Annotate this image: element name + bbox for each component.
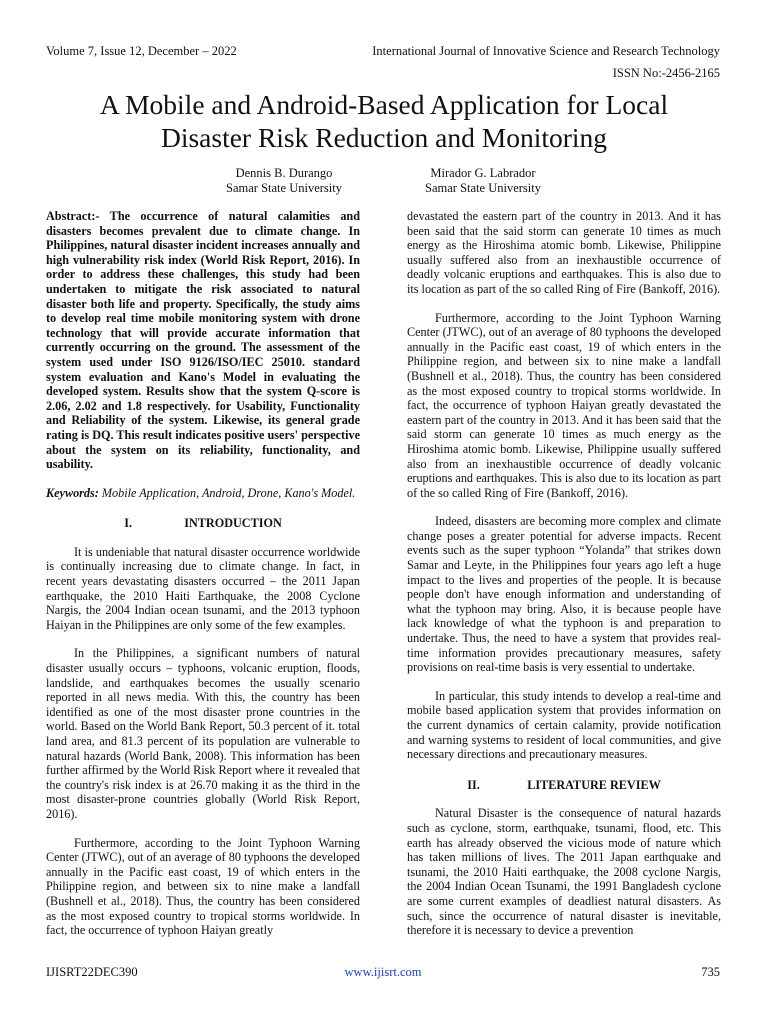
author-affiliation: Samar State University — [226, 181, 342, 195]
title-line-1: A Mobile and Android-Based Application for Local — [99, 89, 669, 120]
section-number: II. — [467, 777, 480, 792]
paragraph: Natural Disaster is the consequence of natural hazards such as cyclone, storm, earthquake, tsunami, flood, etc. This earth has already observed the vicious mode of nature which has taken millions of lives. The 2011 Japan earthquake and tsunami, the 2010 Haiti earthquake, the 2008 cyclone Nargis, the 2004 Indian Ocean Tsunami, the 1991 Bangladesh cyclone are some current examples of deadliest natural disasters. As such, since the occurrence of natural disaster is inevitable, therefore it is necessary to device a prevention — [407, 806, 721, 938]
left-column — [46, 209, 360, 952]
keywords-text: Mobile Application, Android, Drone, Kano's Model. — [101, 485, 356, 500]
paper-code: IJISRT22DEC390 — [46, 965, 138, 979]
paragraph: devastated the eastern part of the country in 2013. And it has been said that the said storm can generate 10 times as much energy as the Hiroshima atomic bomb. Likewise, Philippine usually suffered also from an inexhaustible occurrence of deadly volcanic eruptions and earthquakes. This is also due to its location as part of the so called Ring of Fire (Bankoff, 2016). — [407, 209, 721, 296]
section-heading-literature-review — [407, 778, 721, 793]
journal-url-link[interactable]: www.ijisrt.com — [344, 965, 422, 979]
author-2 — [383, 166, 583, 196]
author-name: Mirador G. Labrador — [430, 166, 536, 180]
paragraph: It is undeniable that natural disaster occurrence worldwide is continually increasing due to climate change. In fact, in recent years devastating disasters occurred – the 2011 Japan earthquake, the 2010 Haiti Earthquake, the 2008 Cyclone Nargis, the 2004 Indian ocean tsunami, and the 2013 typhoon Haiyan in the Philippines are only some of the few examples. — [46, 544, 360, 632]
section-title: LITERATURE REVIEW — [527, 777, 661, 792]
section-heading-introduction — [46, 516, 360, 531]
paragraph: Furthermore, according to the Joint Typhoon Warning Center (JTWC), out of an average of 80 typhoons the developed annually in the Pacific east coast, 19 of which enters in the Philippine region, and between six to nine make a landfall (Bushnell et al., 2018). Thus, the country has been considered as the most exposed country to tropical storms worldwide. In fact, the occurrence of typhoon Haiyan greatly devastated the eastern part of the country in 2013. And it has been said that the said storm can generate 10 times as much energy as the Hiroshima atomic bomb. Likewise, Philippine usually suffered also from an inexhaustible occurrence of deadly volcanic eruptions and earthquakes. This is also due to its location as part of the so called Ring of Fire (Bankoff, 2016). — [407, 310, 721, 500]
issn: ISSN No:-2456-2165 — [612, 66, 720, 80]
paper-title — [40, 88, 728, 154]
page-number: 735 — [701, 965, 720, 979]
author-affiliation: Samar State University — [425, 181, 541, 195]
section-title: INTRODUCTION — [184, 516, 282, 531]
title-line-2: Disaster Risk Reduction and Monitoring — [160, 122, 608, 153]
journal-name: International Journal of Innovative Science and Research Technology — [372, 44, 720, 58]
paragraph: In the Philippines, a significant numbers of natural disaster usually occurs – typhoons, volcanic eruption, floods, landslide, and earthquakes becomes the usually scenario reported in all news media. With this, the country has been identified as one of the most disaster prone countries in the world. Based on the World Bank Report, 50.3 percent of it. total land area, and 81.3 percent of its population are vulnerable to natural hazards (World Bank, 2008). This information has been further affirmed by the World Risk Report where it revealed that the country's risk index is at 26.70 making it as the third in the most disaster-prone countries globally (World Risk Report, 2016). — [46, 646, 360, 821]
right-column — [407, 209, 721, 952]
paragraph: Indeed, disasters are becoming more complex and climate change poses a greater potential for adverse impacts. Recent events such as the super typhoon “Yolanda” that strikes down Samar and Leyte, in the Philippines four years ago left a huge impact to the lives and properties of the people. It is because people don't have enough information and understanding of what the typhoon may bring. Also, it is because people have lack knowledge of what the typhoon is and preparation to undertake. Thus, the need to have a system that provides real-time information provides precautionary measures, safety provisions on real-time basis is very essential to undertake. — [407, 514, 721, 675]
author-name: Dennis B. Durango — [235, 166, 333, 180]
section-number: I. — [124, 516, 133, 531]
volume-info: Volume 7, Issue 12, December – 2022 — [46, 44, 237, 58]
paragraph: Furthermore, according to the Joint Typhoon Warning Center (JTWC), out of an average of 80 typhoons the developed annually in the Pacific east coast, 19 of which enters in the Philippine region, and between six to nine make a landfall (Bushnell et al., 2018). Thus, the country has been considered as the most exposed country to tropical storms worldwide. In fact, the occurrence of typhoon Haiyan greatly — [46, 835, 360, 938]
keywords — [46, 486, 360, 501]
abstract: Abstract:- The occurrence of natural calamities and disasters becomes prevalent due to climate change. In Philippines, natural disaster incident increases annually and high vulnerability risk index (World Risk Report, 2016). In order to address these challenges, this study had been undertaken to mitigate the risk associated to natural disaster both life and property. Specifically, the study aims to develop real time mobile monitoring system with drone technology that will provide accurate information that currently occurring on the ground. The assessment of the system used under ISO 9126/ISO/IEC 25010. standard system evaluation and Kano's Model in evaluating the developed system. Results show that the system Q-score is 2.06, 2.02 and 1.8 respectively. for Usability, Functionality and Reliability of the system. Likewise, its general grade rating is DQ. This result indicates positive users' perspective about the system on its reliability, functionality, and usability. — [46, 209, 360, 472]
keywords-label: Keywords: — [46, 485, 99, 500]
author-1 — [184, 166, 384, 196]
paragraph: In particular, this study intends to develop a real-time and mobile based application system that provides information on the current dynamics of certain calamity, provide notification and warning systems to resident of local communities, and give necessary directions and precautionary measures. — [407, 688, 721, 762]
